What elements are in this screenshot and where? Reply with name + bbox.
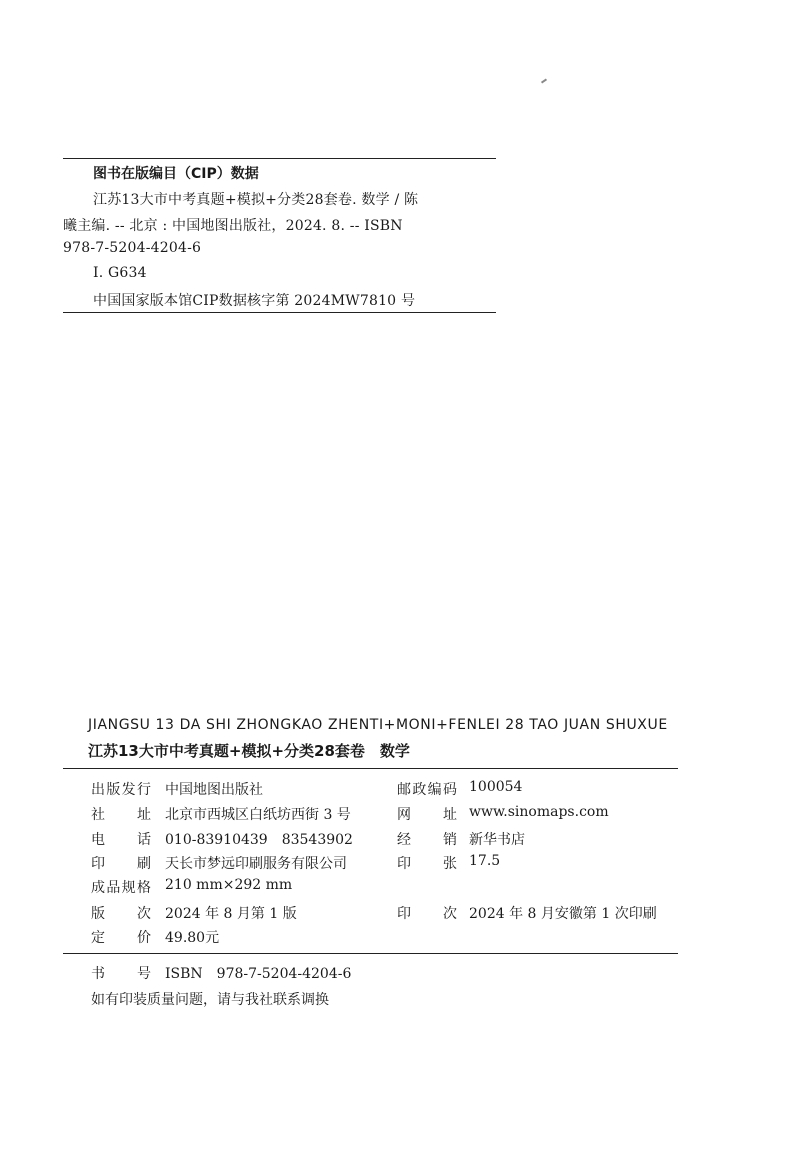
cip-line-3: 978-7-5204-4204-6 <box>63 240 202 256</box>
edition-value: 2024 年 8 月第 1 版 <box>165 906 297 922</box>
quality-notice: 如有印装质量问题，请与我社联系调换 <box>91 992 329 1008</box>
cip-line-1: 江苏13大市中考真题+模拟+分类28套卷. 数学 / 陈 <box>93 192 419 208</box>
website-label: 网 址 <box>397 807 457 823</box>
size-value: 210 mm×292 mm <box>165 877 293 893</box>
printer-value: 天长市梦远印刷服务有限公司 <box>165 856 347 872</box>
cip-bottom-rule <box>63 312 496 313</box>
printing-label: 印 次 <box>397 906 457 922</box>
isbn-value: ISBN 978-7-5204-4204-6 <box>165 966 352 982</box>
edition-label: 版 次 <box>91 906 151 922</box>
cip-heading: 图书在版编目（CIP）数据 <box>93 166 259 182</box>
sheets-label: 印 张 <box>397 856 457 872</box>
cip-top-rule <box>63 158 496 159</box>
book-title-cn: 江苏13大市中考真题+模拟+分类28套卷 数学 <box>88 742 410 760</box>
size-label: 成 品 规 格 <box>91 880 151 896</box>
cip-line-2: 曦主编. -- 北京 : 中国地图出版社，2024. 8. -- ISBN <box>63 218 403 234</box>
publisher-label: 出 版 发 行 <box>91 782 151 798</box>
phone-label: 电 话 <box>91 832 151 848</box>
distributor-value: 新华书店 <box>469 832 525 848</box>
printer-label: 印 刷 <box>91 856 151 872</box>
imprint-top-rule <box>63 768 678 769</box>
website-value: www.sinomaps.com <box>469 804 609 820</box>
printing-value: 2024 年 8 月安徽第 1 次印刷 <box>469 906 657 922</box>
book-title-pinyin: JIANGSU 13 DA SHI ZHONGKAO ZHENTI+MONI+FENLEI 28 TAO JUAN SHUXUE <box>88 717 668 733</box>
price-label: 定 价 <box>91 930 151 946</box>
address-value: 北京市西城区白纸坊西街 3 号 <box>165 807 351 823</box>
postcode-label: 邮 政 编 码 <box>397 782 457 798</box>
publisher-value: 中国地图出版社 <box>165 782 263 798</box>
cip-line-5: 中国国家版本馆CIP数据核字第 2024MW7810 号 <box>93 293 416 309</box>
distributor-label: 经 销 <box>397 832 457 848</box>
phone-value: 010-83910439 83543902 <box>165 832 353 848</box>
address-label: 社 址 <box>91 807 151 823</box>
scan-speck <box>541 78 547 83</box>
imprint-bottom-rule <box>63 953 678 954</box>
sheets-value: 17.5 <box>469 853 501 869</box>
isbn-label: 书 号 <box>91 966 151 982</box>
postcode-value: 100054 <box>469 779 523 795</box>
price-value: 49.80元 <box>165 930 220 946</box>
cip-line-4: Ⅰ. G634 <box>93 265 147 281</box>
